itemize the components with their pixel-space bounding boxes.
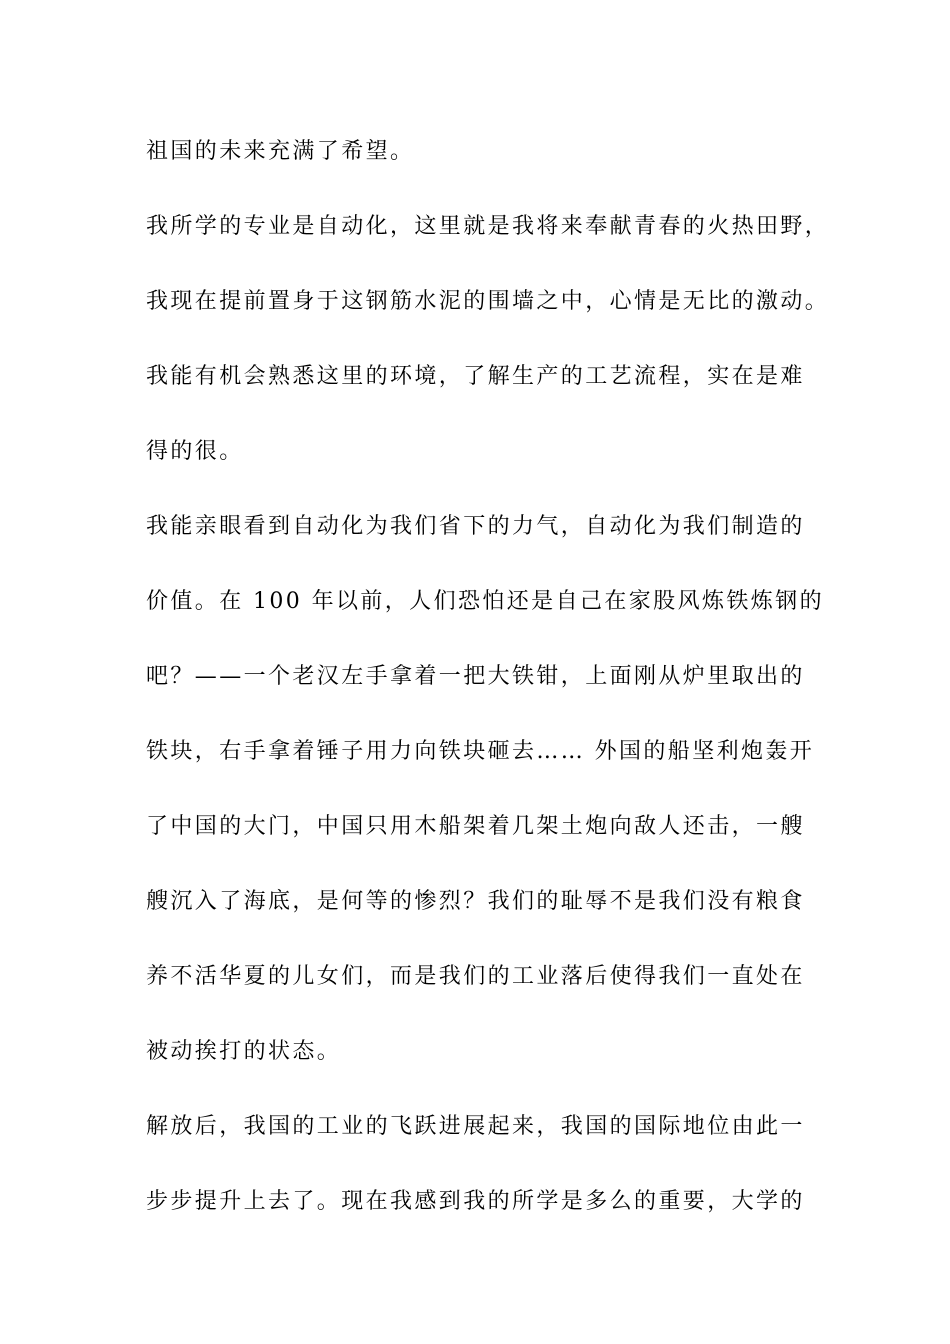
text-line: 我能亲眼看到自动化为我们省下的力气，自动化为我们制造的 [146, 514, 805, 539]
text-line: 我所学的专业是自动化，这里就是我将来奉献青春的火热田野， [146, 214, 830, 239]
text-line: 了中国的大门，中国只用木船架着几架土炮向敌人还击，一艘 [146, 814, 805, 839]
text-line: 步步提升上去了。现在我感到我的所学是多么的重要，大学的 [146, 1189, 805, 1214]
text-line: 我能有机会熟悉这里的环境，了解生产的工艺流程，实在是难 [146, 364, 805, 389]
text-line: 养不活华夏的儿女们，而是我们的工业落后使得我们一直处在 [146, 964, 805, 989]
text-line: 价值。在 100 年以前，人们恐怕还是自己在家股风炼铁炼钢的 [146, 589, 824, 614]
text-line: 我现在提前置身于这钢筋水泥的围墙之中，心情是无比的激动。 [146, 289, 830, 314]
text-line: 解放后，我国的工业的飞跃进展起来，我国的国际地位由此一 [146, 1114, 805, 1139]
text-line: 被动挨打的状态。 [146, 1039, 342, 1064]
text-line: 吧？——一个老汉左手拿着一把大铁钳，上面刚从炉里取出的 [146, 664, 805, 689]
text-line: 艘沉入了海底，是何等的惨烈？我们的耻辱不是我们没有粮食 [146, 889, 805, 914]
text-line: 得的很。 [146, 439, 244, 464]
text-line: 铁块，右手拿着锤子用力向铁块砸去…… 外国的船坚利炮轰开 [146, 739, 815, 764]
text-line: 祖国的未来充满了希望。 [146, 139, 415, 164]
